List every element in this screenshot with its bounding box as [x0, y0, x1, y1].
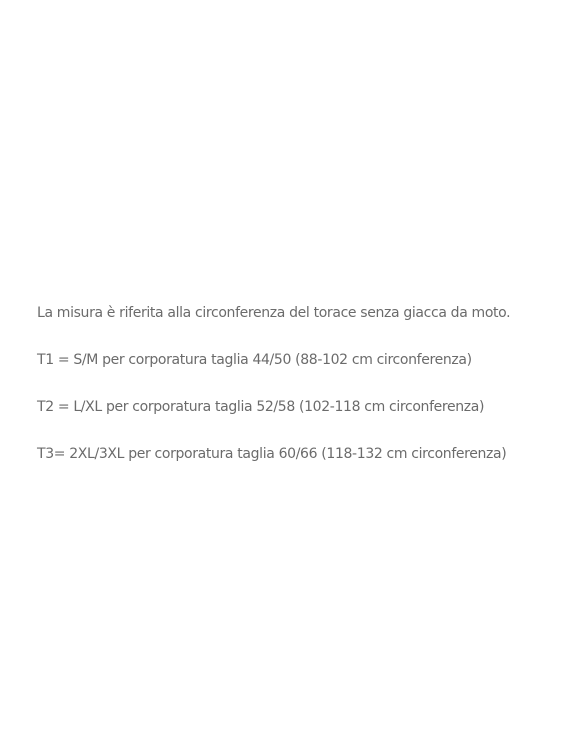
size-t1: T1 = S/M per corporatura taglia 44/50 (88-102 cm circonferenza) — [37, 352, 472, 368]
size-info-text — [37, 302, 577, 490]
size-info-intro: La misura è riferita alla circonferenza del torace senza giacca da moto. — [37, 305, 511, 321]
size-t2: T2 = L/XL per corporatura taglia 52/58 (102-118 cm circonferenza) — [37, 399, 485, 415]
size-t3: T3= 2XL/3XL per corporatura taglia 60/66 (118-132 cm circonferenza) — [37, 446, 507, 462]
